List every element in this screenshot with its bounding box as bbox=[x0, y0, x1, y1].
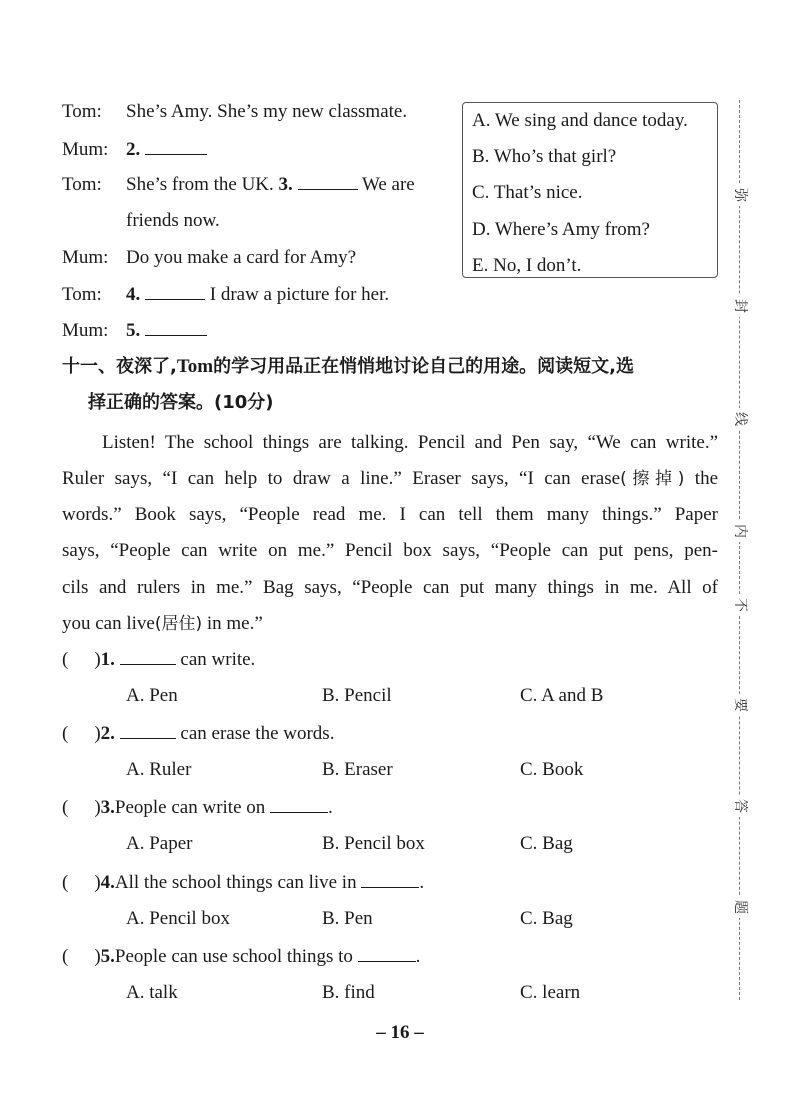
passage-line-1: Listen! The school things are talking. Pencil and Pen say, “We can write.” bbox=[102, 432, 718, 453]
binding-char: 线 bbox=[731, 408, 749, 430]
binding-char: 题 bbox=[731, 896, 749, 918]
option-e: E. No, I don’t. bbox=[472, 255, 582, 276]
question-1-option-b[interactable]: B. Pencil bbox=[322, 685, 392, 706]
question-number: 5. bbox=[100, 946, 115, 967]
question-number: 4. bbox=[100, 872, 115, 893]
dialogue-line-3: Tom: bbox=[62, 174, 102, 195]
answer-blank[interactable] bbox=[145, 319, 207, 336]
dialogue-line-1 bbox=[62, 100, 102, 124]
question-2-option-b[interactable]: B. Eraser bbox=[322, 759, 393, 780]
question-4-option-a[interactable]: A. Pencil box bbox=[126, 908, 230, 929]
option-d: D. Where’s Amy from? bbox=[472, 219, 650, 240]
question-4-option-b[interactable]: B. Pen bbox=[322, 908, 373, 929]
question-text: People can write on bbox=[114, 797, 266, 818]
dialogue-text-3: She’s from the UK. 3. We are bbox=[126, 174, 415, 195]
answer-paren-close: ) bbox=[94, 872, 101, 893]
speaker: Tom: bbox=[62, 101, 102, 122]
answer-paren-close: ) bbox=[94, 723, 101, 744]
dialogue-line-6: Mum: bbox=[62, 320, 109, 341]
answer-paren-close: ) bbox=[94, 797, 101, 818]
question-text-end: can write. bbox=[180, 649, 256, 670]
question-text: All the school things can live in bbox=[114, 872, 357, 893]
question-5-option-a[interactable]: A. talk bbox=[126, 982, 178, 1003]
dialogue-line-4: Mum: bbox=[62, 247, 109, 268]
dialogue-text-1: She’s Amy. She’s my new classmate. bbox=[126, 101, 408, 122]
answer-paren-open: ( bbox=[62, 649, 69, 670]
answer-blank[interactable] bbox=[145, 138, 207, 155]
question-4-option-c[interactable]: C. Bag bbox=[520, 908, 573, 929]
question-number: 1. bbox=[100, 649, 115, 670]
passage-line-5: cils and rulers in me.” Bag says, “People can put many things in me. All of bbox=[62, 577, 718, 598]
question-5-option-c[interactable]: C. learn bbox=[520, 982, 581, 1003]
section-heading: 十一、夜深了,Tom的学习用品正在悄悄地讨论自己的用途。阅读短文,选 bbox=[62, 356, 634, 377]
question-3-option-a[interactable]: A. Paper bbox=[126, 833, 193, 854]
options-box bbox=[462, 102, 718, 278]
option-c: C. That’s nice. bbox=[472, 182, 583, 203]
question-blank[interactable] bbox=[120, 648, 176, 665]
answer-paren-open: ( bbox=[62, 797, 69, 818]
dialogue-text-2 bbox=[126, 138, 207, 162]
question-blank[interactable] bbox=[361, 871, 419, 888]
dashed-line bbox=[739, 100, 740, 1000]
binding-char: 弥 bbox=[731, 184, 749, 206]
page-number: – 16 – bbox=[376, 1022, 424, 1043]
question-1-option-a[interactable]: A. Pen bbox=[126, 685, 178, 706]
answer-paren-close: ) bbox=[94, 649, 101, 670]
question-5-option-b[interactable]: B. find bbox=[322, 982, 375, 1003]
question-3 bbox=[62, 796, 333, 820]
question-blank[interactable] bbox=[358, 945, 416, 962]
answer-paren-open: ( bbox=[62, 723, 69, 744]
passage-line-4: says, “People can write on me.” Pencil box says, “People can put pens, pen- bbox=[62, 540, 718, 561]
dialogue-line-5: Tom: bbox=[62, 284, 102, 305]
question-2-option-c[interactable]: C. Book bbox=[520, 759, 584, 780]
question-1-option-c[interactable]: C. A and B bbox=[520, 685, 604, 706]
dialogue-text-4: Do you make a card for Amy? bbox=[126, 247, 357, 268]
question-4 bbox=[62, 871, 424, 895]
question-blank[interactable] bbox=[270, 796, 328, 813]
answer-blank[interactable] bbox=[145, 283, 205, 300]
answer-paren-open: ( bbox=[62, 872, 69, 893]
question-number: 3. bbox=[100, 797, 115, 818]
binding-char: 要 bbox=[731, 694, 749, 716]
question-text-end: . bbox=[328, 797, 333, 818]
binding-char: 答 bbox=[731, 795, 749, 817]
question-blank[interactable] bbox=[120, 722, 176, 739]
question-2-option-a[interactable]: A. Ruler bbox=[126, 759, 192, 780]
passage-line-3: words.” Book says, “People read me. I can tell them many things.” Paper bbox=[62, 504, 718, 525]
answer-paren-open: ( bbox=[62, 946, 69, 967]
question-text-end: . bbox=[415, 946, 421, 967]
blank-number: 5. bbox=[126, 320, 141, 341]
blank-number: 3. bbox=[278, 174, 293, 195]
answer-blank[interactable] bbox=[298, 173, 358, 190]
blank-number: 2. bbox=[126, 139, 141, 160]
question-3-option-c[interactable]: C. Bag bbox=[520, 833, 573, 854]
question-1 bbox=[62, 648, 255, 672]
question-3-option-b[interactable]: B. Pencil box bbox=[322, 833, 425, 854]
answer-paren-close: ) bbox=[94, 946, 101, 967]
passage-line-6: you can live(居住) in me.” bbox=[62, 613, 263, 634]
question-text-end: can erase the words. bbox=[180, 723, 335, 744]
binding-char: 不 bbox=[731, 594, 749, 616]
option-a: A. We sing and dance today. bbox=[472, 110, 688, 131]
binding-char: 内 bbox=[731, 520, 749, 542]
dialogue-text-5: 4. I draw a picture for her. bbox=[126, 284, 390, 305]
dialogue-text-3-cont: friends now. bbox=[126, 210, 220, 231]
blank-number: 4. bbox=[126, 284, 141, 305]
dialogue-text-6 bbox=[126, 319, 207, 343]
passage-line-2: Ruler says, “I can help to draw a line.” Eraser says, “I can erase(擦掉) the bbox=[62, 468, 718, 489]
option-b: B. Who’s that girl? bbox=[472, 146, 617, 167]
question-2 bbox=[62, 722, 334, 746]
question-5 bbox=[62, 945, 420, 969]
section-heading-cont: 择正确的答案。(10分) bbox=[88, 392, 274, 413]
question-number: 2. bbox=[100, 723, 115, 744]
binding-char: 封 bbox=[731, 295, 749, 317]
dialogue-line-2: Mum: bbox=[62, 139, 109, 160]
question-text-end: . bbox=[419, 872, 425, 893]
question-text: People can use school things to bbox=[114, 946, 353, 967]
